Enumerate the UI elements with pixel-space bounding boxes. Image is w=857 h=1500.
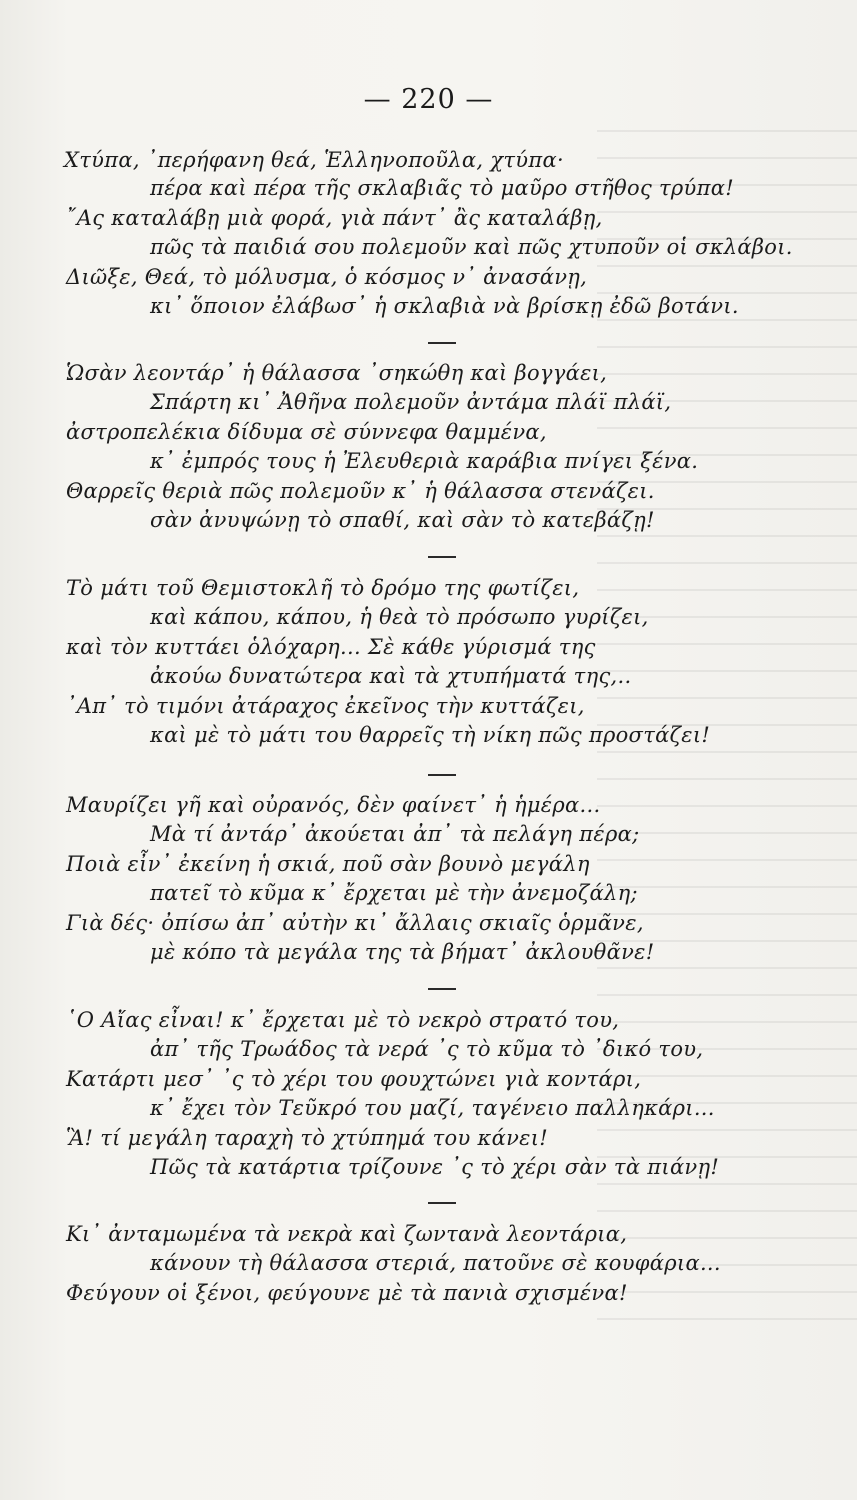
verse-line: πῶς τὰ παιδιά σου πολεμοῦν καὶ πῶς χτυποῦν οἱ σκλάβοι. <box>150 235 793 259</box>
verse-line: Μὰ τί ἀντάρ᾽ ἀκούεται ἀπ᾽ τὰ πελάγη πέρα; <box>150 822 640 846</box>
stanza-divider <box>428 988 456 990</box>
verse-line: Μαυρίζει γῆ καὶ οὐρανός, δὲν φαίνετ᾽ ἡ ἡμέρα... <box>66 793 601 817</box>
verse-line: Πῶς τὰ κατάρτια τρίζουνε ᾽ς τὸ χέρι σὰν τὰ πιάνῃ! <box>150 1155 720 1179</box>
verse-line: καὶ κάπου, κάπου, ἡ θεὰ τὸ πρόσωπο γυρίζει, <box>150 605 649 629</box>
verse-line: πατεῖ τὸ κῦμα κ᾽ ἔρχεται μὲ τὴν ἀνεμοζάλη; <box>150 881 638 905</box>
verse-line: Ἃ! τί μεγάλη ταραχὴ τὸ χτύπημά του κάνει! <box>66 1126 549 1150</box>
verse-line: κάνουν τὴ θάλασσα στεριά, πατοῦνε σὲ κουφάρια... <box>150 1251 721 1275</box>
stanza-divider <box>428 1202 456 1204</box>
verse-line: Διῶξε, Θεά, τὸ μόλυσμα, ὁ κόσμος ν᾽ ἀνασάνῃ, <box>66 265 588 289</box>
verse-line: Κατάρτι μεσ᾽ ᾽ς τὸ χέρι του φουχτώνει γιὰ κοντάρι, <box>66 1067 642 1091</box>
verse-line: Χτύπα, ᾽περήφανη θεά, Ἑλληνοποῦλα, χτύπα· <box>64 148 564 172</box>
verse-line: Τὸ μάτι τοῦ Θεμιστοκλῆ τὸ δρόμο της φωτίζει, <box>66 576 580 600</box>
verse-line: Ποιὰ εἶν᾽ ἐκείνη ἡ σκιά, ποῦ σὰν βουνὸ μεγάλη <box>66 852 590 876</box>
verse-line: σὰν ἀνυψώνῃ τὸ σπαθί, καὶ σὰν τὸ κατεβάζῃ! <box>150 508 655 532</box>
verse-line: κ᾽ ἔχει τὸν Τεῦκρό του μαζί, ταγένειο παλληκάρι... <box>150 1096 715 1120</box>
verse-line: μὲ κόπο τὰ μεγάλα της τὰ βήματ᾽ ἀκλουθᾶνε! <box>150 940 655 964</box>
verse-line: ῎Ας καταλάβῃ μιὰ φορά, γιὰ πάντ᾽ ἂς καταλάβῃ, <box>66 206 603 230</box>
stanza-divider <box>428 556 456 558</box>
stanza-divider <box>428 774 456 776</box>
verse-line: ἀστροπελέκια δίδυμα σὲ σύννεφα θαμμένα, <box>66 420 547 444</box>
verse-line: ἀκούω δυνατώτερα καὶ τὰ χτυπήματά της,.. <box>150 664 632 688</box>
verse-line: ῾Ο Αἴας εἶναι! κ᾽ ἔρχεται μὲ τὸ νεκρὸ στρατό του, <box>66 1008 620 1032</box>
verse-line: καὶ μὲ τὸ μάτι του θαρρεῖς τὴ νίκη πῶς προστάζει! <box>150 723 711 747</box>
verse-line: ἀπ᾽ τῆς Τρωάδος τὰ νερά ᾽ς τὸ κῦμα τὸ ᾽δικό του, <box>150 1037 704 1061</box>
verse-line: Ὡσὰν λεοντάρ᾽ ἡ θάλασσα ᾽σηκώθη καὶ βογγάει, <box>66 361 608 385</box>
verse-line: Φεύγουν οἱ ξένοι, φεύγουνε μὲ τὰ πανιὰ σχισμένα! <box>66 1281 628 1305</box>
verse-line: Θαρρεῖς θεριὰ πῶς πολεμοῦν κ᾽ ἡ θάλασσα στενάζει. <box>66 479 655 503</box>
verse-line: κ᾽ ἐμπρός τους ἡ Ἐλευθεριὰ καράβια πνίγει ξένα. <box>150 449 699 473</box>
verse-line: Σπάρτη κι᾽ Ἀθῆνα πολεμοῦν ἀντάμα πλάϊ πλάϊ, <box>150 390 672 414</box>
verse-line: ᾽Απ᾽ τὸ τιμόνι ἀτάραχος ἐκεῖνος τὴν κυττάζει, <box>66 694 585 718</box>
stanza-divider <box>428 342 456 344</box>
verse-line: κι᾽ ὅποιον ἐλάβωσ᾽ ἡ σκλαβιὰ νὰ βρίσκῃ ἐδῶ βοτάνι. <box>150 294 739 318</box>
verse-line: καὶ τὸν κυττάει ὁλόχαρη... Σὲ κάθε γύρισμά της <box>66 635 596 659</box>
verse-line: πέρα καὶ πέρα τῆς σκλαβιᾶς τὸ μαῦρο στῆθος τρύπα! <box>150 176 734 200</box>
verse-line: Κι᾽ ἀνταμωμένα τὰ νεκρὰ καὶ ζωντανὰ λεοντάρια, <box>66 1222 628 1246</box>
page-number: — 220 — <box>363 84 494 115</box>
verse-line: Γιὰ δές· ὀπίσω ἀπ᾽ αὐτὴν κι᾽ ἄλλαις σκιαῖς ὁρμᾶνε, <box>66 911 644 935</box>
